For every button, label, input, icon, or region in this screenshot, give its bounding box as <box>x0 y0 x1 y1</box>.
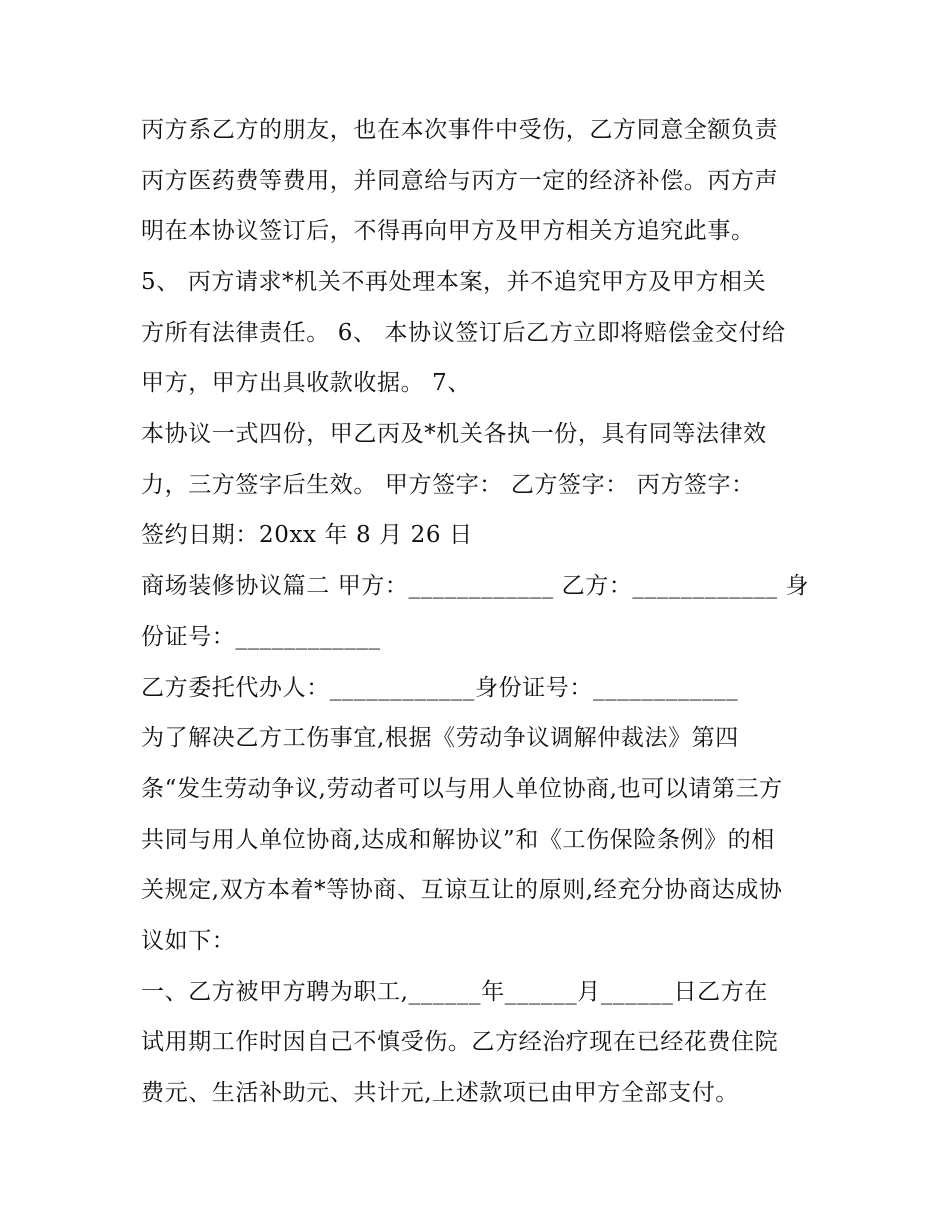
section-heading-line: 商场装修协议篇二 甲方：____________ 乙方：____________ 身 <box>141 573 810 599</box>
text-line: 条“发生劳动争议,劳动者可以与用人单位协商,也可以请第三方 <box>141 776 783 802</box>
text-line: 关规定,双方本着*等协商、互谅互让的原则,经充分协商达成协 <box>141 877 783 903</box>
text-line: 为了解决乙方工伤事宜,根据《劳动争议调解仲裁法》第四 <box>141 725 739 751</box>
text-line: 力，三方签字后生效。 甲方签字： 乙方签字： 丙方签字： <box>141 472 755 498</box>
text-line: 乙方委托代办人：____________身份证号：____________ <box>141 675 739 701</box>
signing-date: 签约日期：20xx 年 8 月 26 日 <box>141 522 473 548</box>
text-line: 丙方医药费等费用，并同意给与丙方一定的经济补偿。丙方声 <box>141 168 779 194</box>
text-line: 费元、生活补助元、共计元,上述款项已由甲方全部支付。 <box>141 1080 739 1106</box>
text-line: 明在本协议签订后，不得再向甲方及甲方相关方追究此事。 <box>141 218 755 244</box>
text-line: 方所有法律责任。 6、 本协议签订后乙方立即将赔偿金交付给 <box>141 320 786 346</box>
text-line: 一、乙方被甲方聘为职工,______年______月______日乙方在 <box>141 979 768 1005</box>
text-line: 5、 丙方请求*机关不再处理本案，并不追究甲方及甲方相关 <box>141 269 767 295</box>
text-line: 共同与用人单位协商,达成和解协议”和《工伤保险条例》的相 <box>141 827 775 853</box>
text-line: 丙方系乙方的朋友，也在本次事件中受伤，乙方同意全额负责 <box>141 117 779 143</box>
text-line: 本协议一式四份，甲乙丙及*机关各执一份，具有同等法律效 <box>141 421 767 447</box>
text-line: 议如下： <box>141 928 236 954</box>
text-line: 甲方，甲方出具收款收据。 7、 <box>141 370 471 396</box>
text-line: 试用期工作时因自己不慎受伤。乙方经治疗现在已经花费住院 <box>141 1029 779 1055</box>
text-line: 份证号：____________ <box>141 624 381 650</box>
